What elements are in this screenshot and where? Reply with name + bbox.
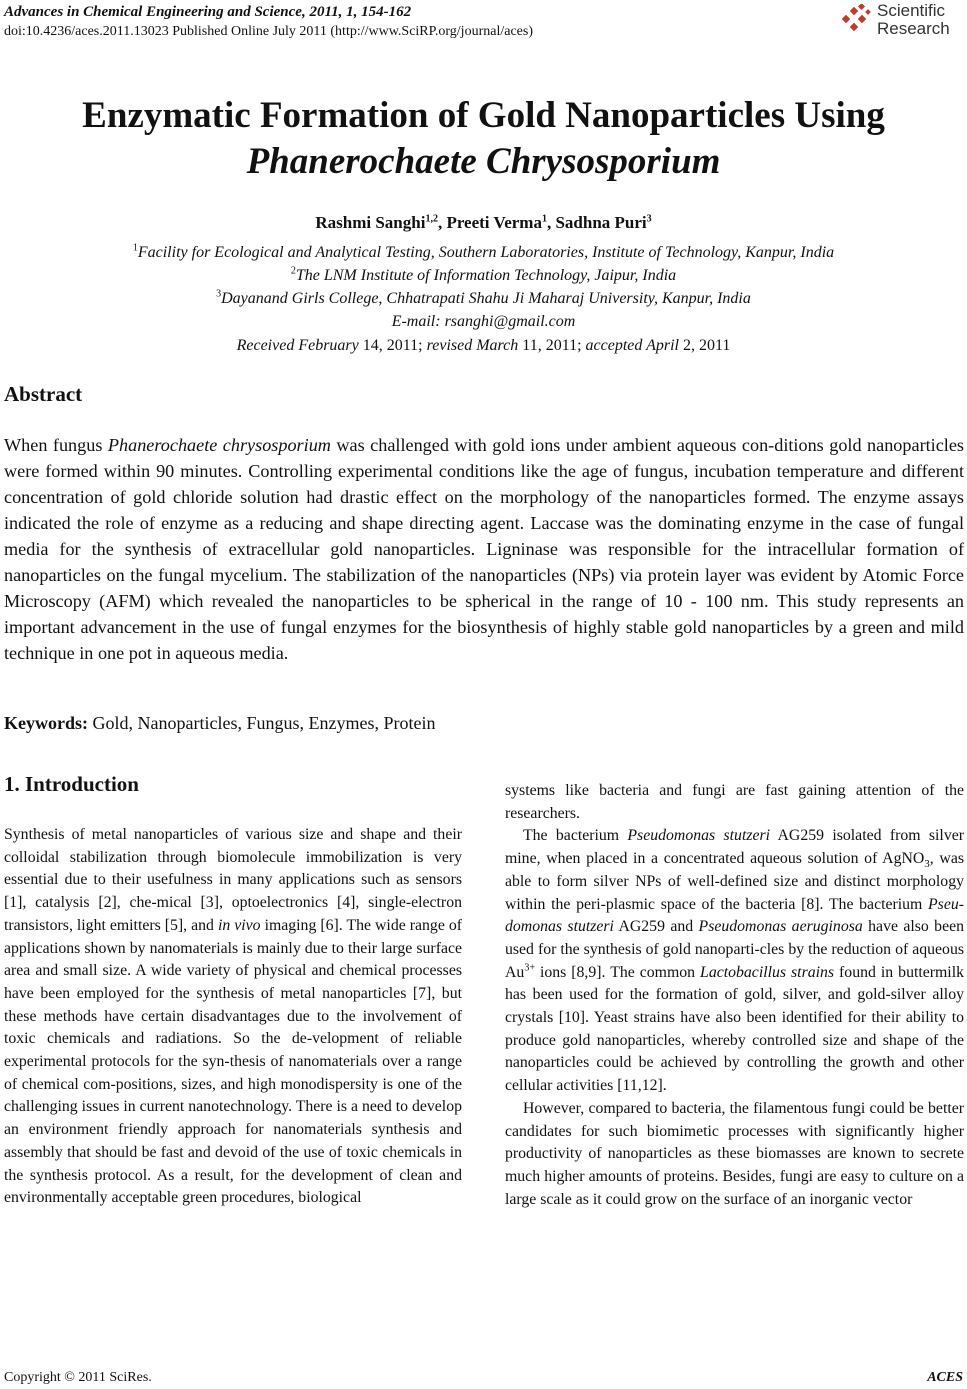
text: imaging [6]. The wide range of applications shown by nanomaterials is mainly due to their large surface area and small size. A wide variety of physical and chemical processes have been employed for the synthesis of metal nanoparticles [7], but these methods have certain disadvantages due to the involvement of toxic chemicals and radiations. So the de-velopment of reliable experimental protocols for the syn-thesis of nanomaterials over a range of chemical com-positions, sizes, and high monodispersity is one of the challenging issues in current nanotechnology. There is a need to develop an environment friendly approach for nanomaterials synthesis and assembly that should be fast and devoid of the use of toxic chemicals in the synthesis protocol. As a result, for the development of clean and environmentally acceptable green procedures, biological	[4, 916, 462, 1207]
text-italic: Pseudomonas stutzeri	[627, 827, 771, 845]
section-heading-introduction: 1. Introduction	[4, 772, 139, 796]
text: , was able to form silver NPs of well-defined size and distinct morphology within the peri-plasmic space of the bacteria [8]. The bacterium	[505, 850, 964, 913]
affiliation-2	[0, 266, 967, 286]
doi-line: doi:10.4236/aces.2011.13023 Published Online July 2011 (http://www.SciRP.org/journal/aces)	[4, 24, 533, 39]
keywords-text: Gold, Nanoparticles, Fungus, Enzymes, Protein	[88, 713, 436, 733]
text-italic: in vivo	[217, 916, 261, 934]
revised-label: revised March	[426, 337, 519, 354]
scientific-research-logo-icon	[841, 4, 873, 36]
copyright: Copyright © 2011 SciRes.	[4, 1370, 152, 1385]
author-1-sup: 1,2	[425, 213, 438, 225]
abstract-species: Phanerochaete chrysosporium	[107, 435, 331, 455]
journal-abbr: ACES	[927, 1370, 963, 1385]
authors	[0, 213, 967, 233]
subscript: 3	[924, 858, 930, 871]
author-2: , Preeti Verma	[437, 213, 542, 232]
abstract-heading: Abstract	[4, 382, 83, 406]
text: ions [8,9]. The common	[534, 963, 701, 981]
abstract-text-1: When fungus	[4, 435, 108, 455]
paper-title	[0, 93, 967, 185]
page-footer	[4, 1370, 963, 1386]
publisher-logo	[841, 2, 961, 42]
intro-paragraph-2: systems like bacteria and fungi are fast gaining attention of the researchers.	[505, 782, 964, 822]
logo-line1: Scientific	[877, 1, 946, 20]
author-1: Rashmi Sanghi	[315, 213, 426, 232]
text: Synthesis of metal nanoparticles of various size and shape and their colloidal stabilization through biomolecule immobilization is very essential due to their usefulness in many applications such as sensors [1], catalysis [2], che-mical [3], optoelectronics [4], single-electron transistors, light emitters [5], and	[4, 826, 462, 934]
text: AG259 and	[613, 918, 699, 936]
received-label: Received February	[236, 337, 359, 354]
text-italic: Pseudomonas aeruginosa	[698, 918, 863, 936]
journal-name: Advances in Chemical Engineering and Science	[4, 4, 302, 20]
intro-paragraph-4: However, compared to bacteria, the filamentous fungi could be better candidates for such biomimetic processes with significantly higher productivity of nanoparticles as these biomasses are known to secrete much higher amounts of proteins. Besides, fungi are easy to culture on a large scale as it could grow on the surface of an inorganic vector	[505, 1099, 964, 1208]
journal-header	[4, 2, 533, 42]
text: The bacterium	[523, 827, 628, 845]
email[interactable]: : rsanghi@gmail.com	[435, 313, 576, 330]
title-line2: Phanerochaete Chrysosporium	[246, 141, 721, 182]
author-3: , Sadhna Puri	[546, 213, 647, 232]
author-2-sup: 1	[541, 213, 547, 225]
accepted-date: 2, 2011	[679, 337, 731, 354]
aff-1-sup: 1	[132, 242, 138, 254]
text: have also been used for the synthesis of gold nanoparti-cles by the reduction of aqueous Au	[505, 918, 965, 981]
revised-date: 11, 2011;	[518, 337, 586, 354]
superscript: 3+	[524, 962, 535, 974]
text-italic: Lactobacillus strains	[700, 963, 835, 981]
intro-right-column	[505, 780, 964, 1211]
accepted-label: accepted April	[585, 337, 679, 354]
text: AG259 isolated from silver mine, when placed in a concentrated aqueous solution of AgNO	[505, 827, 964, 868]
keywords-label: Keywords:	[4, 713, 88, 733]
aff-3-sup: 3	[216, 288, 222, 300]
keywords	[4, 713, 435, 734]
intro-paragraph-1	[4, 824, 462, 1210]
title-line1: Enzymatic Formation of Gold Nanoparticles Using	[82, 95, 885, 136]
author-3-sup: 3	[646, 213, 652, 225]
text-italic: Pseu-domonas stutzeri	[505, 895, 964, 936]
received-date: 14, 2011;	[358, 337, 427, 354]
logo-line2: Research	[877, 19, 950, 38]
dates-line	[0, 336, 967, 356]
aff-1-text: Facility for Ecological and Analytical Testing, Southern Laboratories, Institute of Technology, Kanpur, India	[137, 244, 835, 261]
abstract-body	[4, 432, 964, 666]
intro-left-column	[4, 824, 462, 1210]
intro-paragraph-3	[505, 825, 964, 1097]
abstract-text-2: was challenged with gold ions under ambient aqueous con-ditions gold nanoparticles were formed within 90 minutes. Controlling experimental conditions like the age of fungus, incubation temperature and different concentration of gold chloride solution had drastic effect on the morphology of the nanoparticles formed. The enzyme assays indicated the role of enzyme as a reducing and shape directing agent. Laccase was the dominating enzyme in the case of fungal media for the synthesis of extracellular gold nanoparticles. Ligninase was responsible for the intracellular formation of nanoparticles on the fungal mycelium. The stabilization of the nanoparticles (NPs) via protein layer was evident by Atomic Force Microscopy (AFM) which revealed the nanoparticles to be spherical in the range of 10 - 100 nm. This study represents an important advancement in the use of fungal enzymes for the biosynthesis of highly stable gold nanoparticles by a green and mild technique in one pot in aqueous media.	[4, 435, 965, 663]
email-label: E-mail	[391, 313, 436, 330]
affiliation-1	[0, 243, 967, 263]
text: found in buttermilk has been used for the formation of gold, silver, and gold-silver alloy crystals [10]. Yeast strains have also been identified for their ability to produce gold nanoparticles, whereby controlled size and shape of the nanoparticles could be achieved by controlling the growth and other cellular activities [11,12].	[505, 963, 964, 1095]
affiliation-3	[0, 289, 967, 309]
aff-2-sup: 2	[290, 265, 296, 277]
aff-2-text: The LNM Institute of Information Technology, Jaipur, India	[295, 267, 677, 284]
aff-3-text: Dayanand Girls College, Chhatrapati Shahu Ji Maharaj University, Kanpur, India	[221, 290, 751, 307]
email-line	[0, 312, 967, 332]
journal-issue: , 2011, 1, 154-162	[301, 4, 412, 20]
